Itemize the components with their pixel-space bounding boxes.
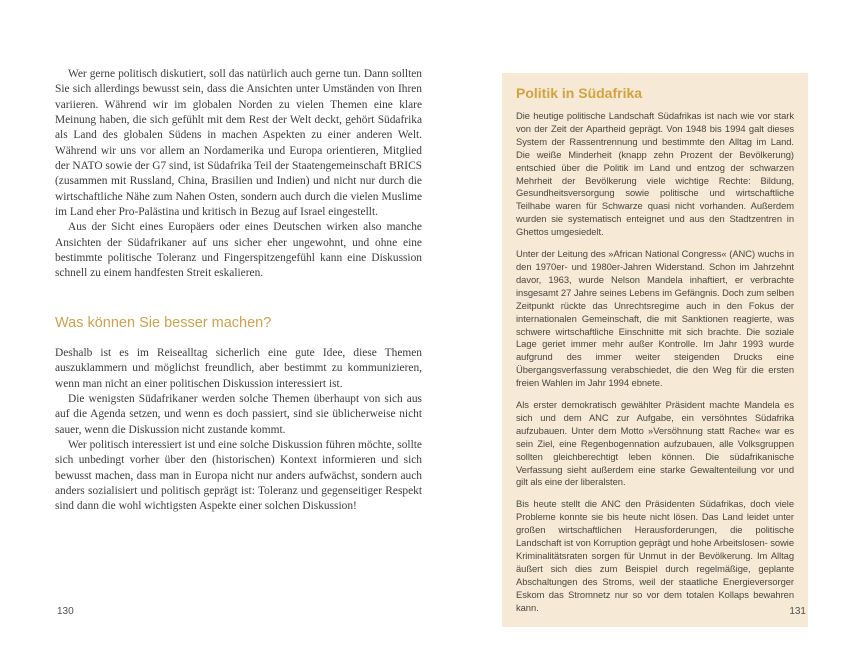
paragraph-politics-intro: Wer gerne politisch diskutiert, soll das natürlich auch gerne tun. Dann sollten Sie sich allerdings bewusst sein, dass die Ansichten unter Umständen von Ihren variieren. Während wir im globalen Norden zu vielen Themen eine klare Meinung haben, die sich gefühlt mit dem Rest der Welt deckt, gehört Südafrika als Land des globalen Südens in machen Aspekten zu einer anderen Welt. Während wir uns vor allem an Nordamerika und Europa orientieren, Mitglied der NATO sowie der G7 sind, ist Südafrika Teil der Staatengemeinschaft BRICS (zusammen mit Russland, China, Brasilien und Indien) und nicht nur durch die wirtschaftliche Nähe zum Nahen Osten, sondern auch durch die vielen Muslime im Land eher Pro-Palästina und kritisch in Bezug auf Israel eingestellt. (55, 68, 423, 219)
page-number-right: 131 (789, 606, 806, 617)
paragraph-travel-advice: Deshalb ist es im Reisealltag sicherlich eine gute Idee, diese Themen auszuklammern und möglichst freundlich, aber bestimmt zu kommunizieren, wenn man nicht an einer politischen Diskussion interessiert ist. (55, 346, 422, 390)
left-page-text-column (55, 67, 422, 515)
paragraph-anc-widerstand: Unter der Leitung des »African National Congress« (ANC) wuchs in den 1970er- und 1980er-Jahren Widerstand. Schon im Jahrzehnt davor, 1963, wurde Nelson Mandela inhaftiert, er verbrachte insgesamt 27 Jahre seines Lebens im Gefängnis. Doch zum selben Zeitpunkt rückte das Unrechtsregime auch in den Fokus der internationalen Gemeinschaft, die mit Sanktionen reagierte, was schwere wirtschaftliche Einschnitte mit sich brachte. Die soziale Lage geriet immer mehr außer Kontrolle. Im Jahr 1993 wurde aufgrund des immer weiter steigenden Drucks eine Übergangsverfassung verabschiedet, die den Weg für die ersten freien Wahlen im Jahr 1994 ebnete. (516, 248, 794, 389)
paragraph-heutige-probleme: Bis heute stellt die ANC den Präsidenten Südafrikas, doch viele Probleme konnte sie bis heute nicht lösen. Das Land leidet unter großen wirtschaftlichen Herausforderungen, die politische Landschaft ist von Korruption geprägt und hohe Arbeitslosen- sowie Kriminalitätsraten sorgen für Unmut in der Bevölkerung. Im Alltag äußert sich dies zum Beispiel durch regelmäßige, geplante Abschaltungen des Stroms, weil der staatliche Energieversorger Eskom das Stromnetz nur so vor dem totalen Kollaps bewahren kann. (516, 498, 794, 613)
page-number-left: 130 (57, 606, 74, 617)
paragraph-european-view: Aus der Sicht eines Europäers oder eines Deutschen wirken also manche Ansichten der Südafrikaner auf uns sicher eher ungewohnt, und ohne eine bestimmte politische Toleranz und Fingerspitzengefühl kann eine Diskussion schnell zu einem handfesten Streit eskalieren. (55, 221, 422, 280)
info-box-politik-suedafrika (502, 73, 808, 627)
paragraph-apartheid: Die heutige politische Landschaft Südafrikas ist nach wie vor stark von der Zeit der Apartheid geprägt. Von 1948 bis 1994 galt dieses System der Rassentrennung und bestimmte den Alltag im Land. Die weiße Minderheit (knapp zehn Prozent der Bevölkerung) entschied über die Politik im Land und entzog der schwarzen Mehrheit der Bevölkerung viele wichtige Rechte: Bildung, Gesundheitsversorgung sowie politische und wirtschaftliche Teilhabe waren für Schwarze quasi nicht vorhanden. Außerdem wurden sie systematisch enteignet und aus den Stadtzentren in Ghettos umgesiedelt. (516, 110, 794, 238)
paragraph-agenda: Die wenigsten Südafrikaner werden solche Themen überhaupt von sich aus auf die Agenda setzen, und wenn es doch passiert, sind sie üblicherweise nicht sauer, wenn die Diskussion nicht zustande kommt. (55, 392, 422, 436)
section-heading-besser-machen: Was können Sie besser machen? (55, 314, 272, 331)
paragraph-context: Wer politisch interessiert ist und eine solche Diskussion führen möchte, sollte sich unbedingt vorher über den (historischen) Kontext informieren und sich bewusst machen, dass man in Europa nicht nur anders aufwächst, sondern auch anders sozialisiert und politisch geprägt ist: Toleranz und gegenseitiger Respekt sind dann die wohl wichtigsten Aspekte einer solchen Diskussion! (55, 438, 422, 513)
paragraph-mandela: Als erster demokratisch gewählter Präsident machte Mandela es sich und dem ANC zur Aufgabe, ein versöhntes Südafrika aufzubauen. Unter dem Motto »Versöhnung statt Rache« war es sein Ziel, eine Regenbogennation aufzubauen, alle Volksgruppen sollten gleichberechtigt leben können. Die südafrikanische Verfassung sieht außerdem eine starke Gewaltenteilung vor und gilt als eine der liberalsten. (516, 399, 794, 488)
info-box-title: Politik in Südafrika (516, 85, 643, 101)
